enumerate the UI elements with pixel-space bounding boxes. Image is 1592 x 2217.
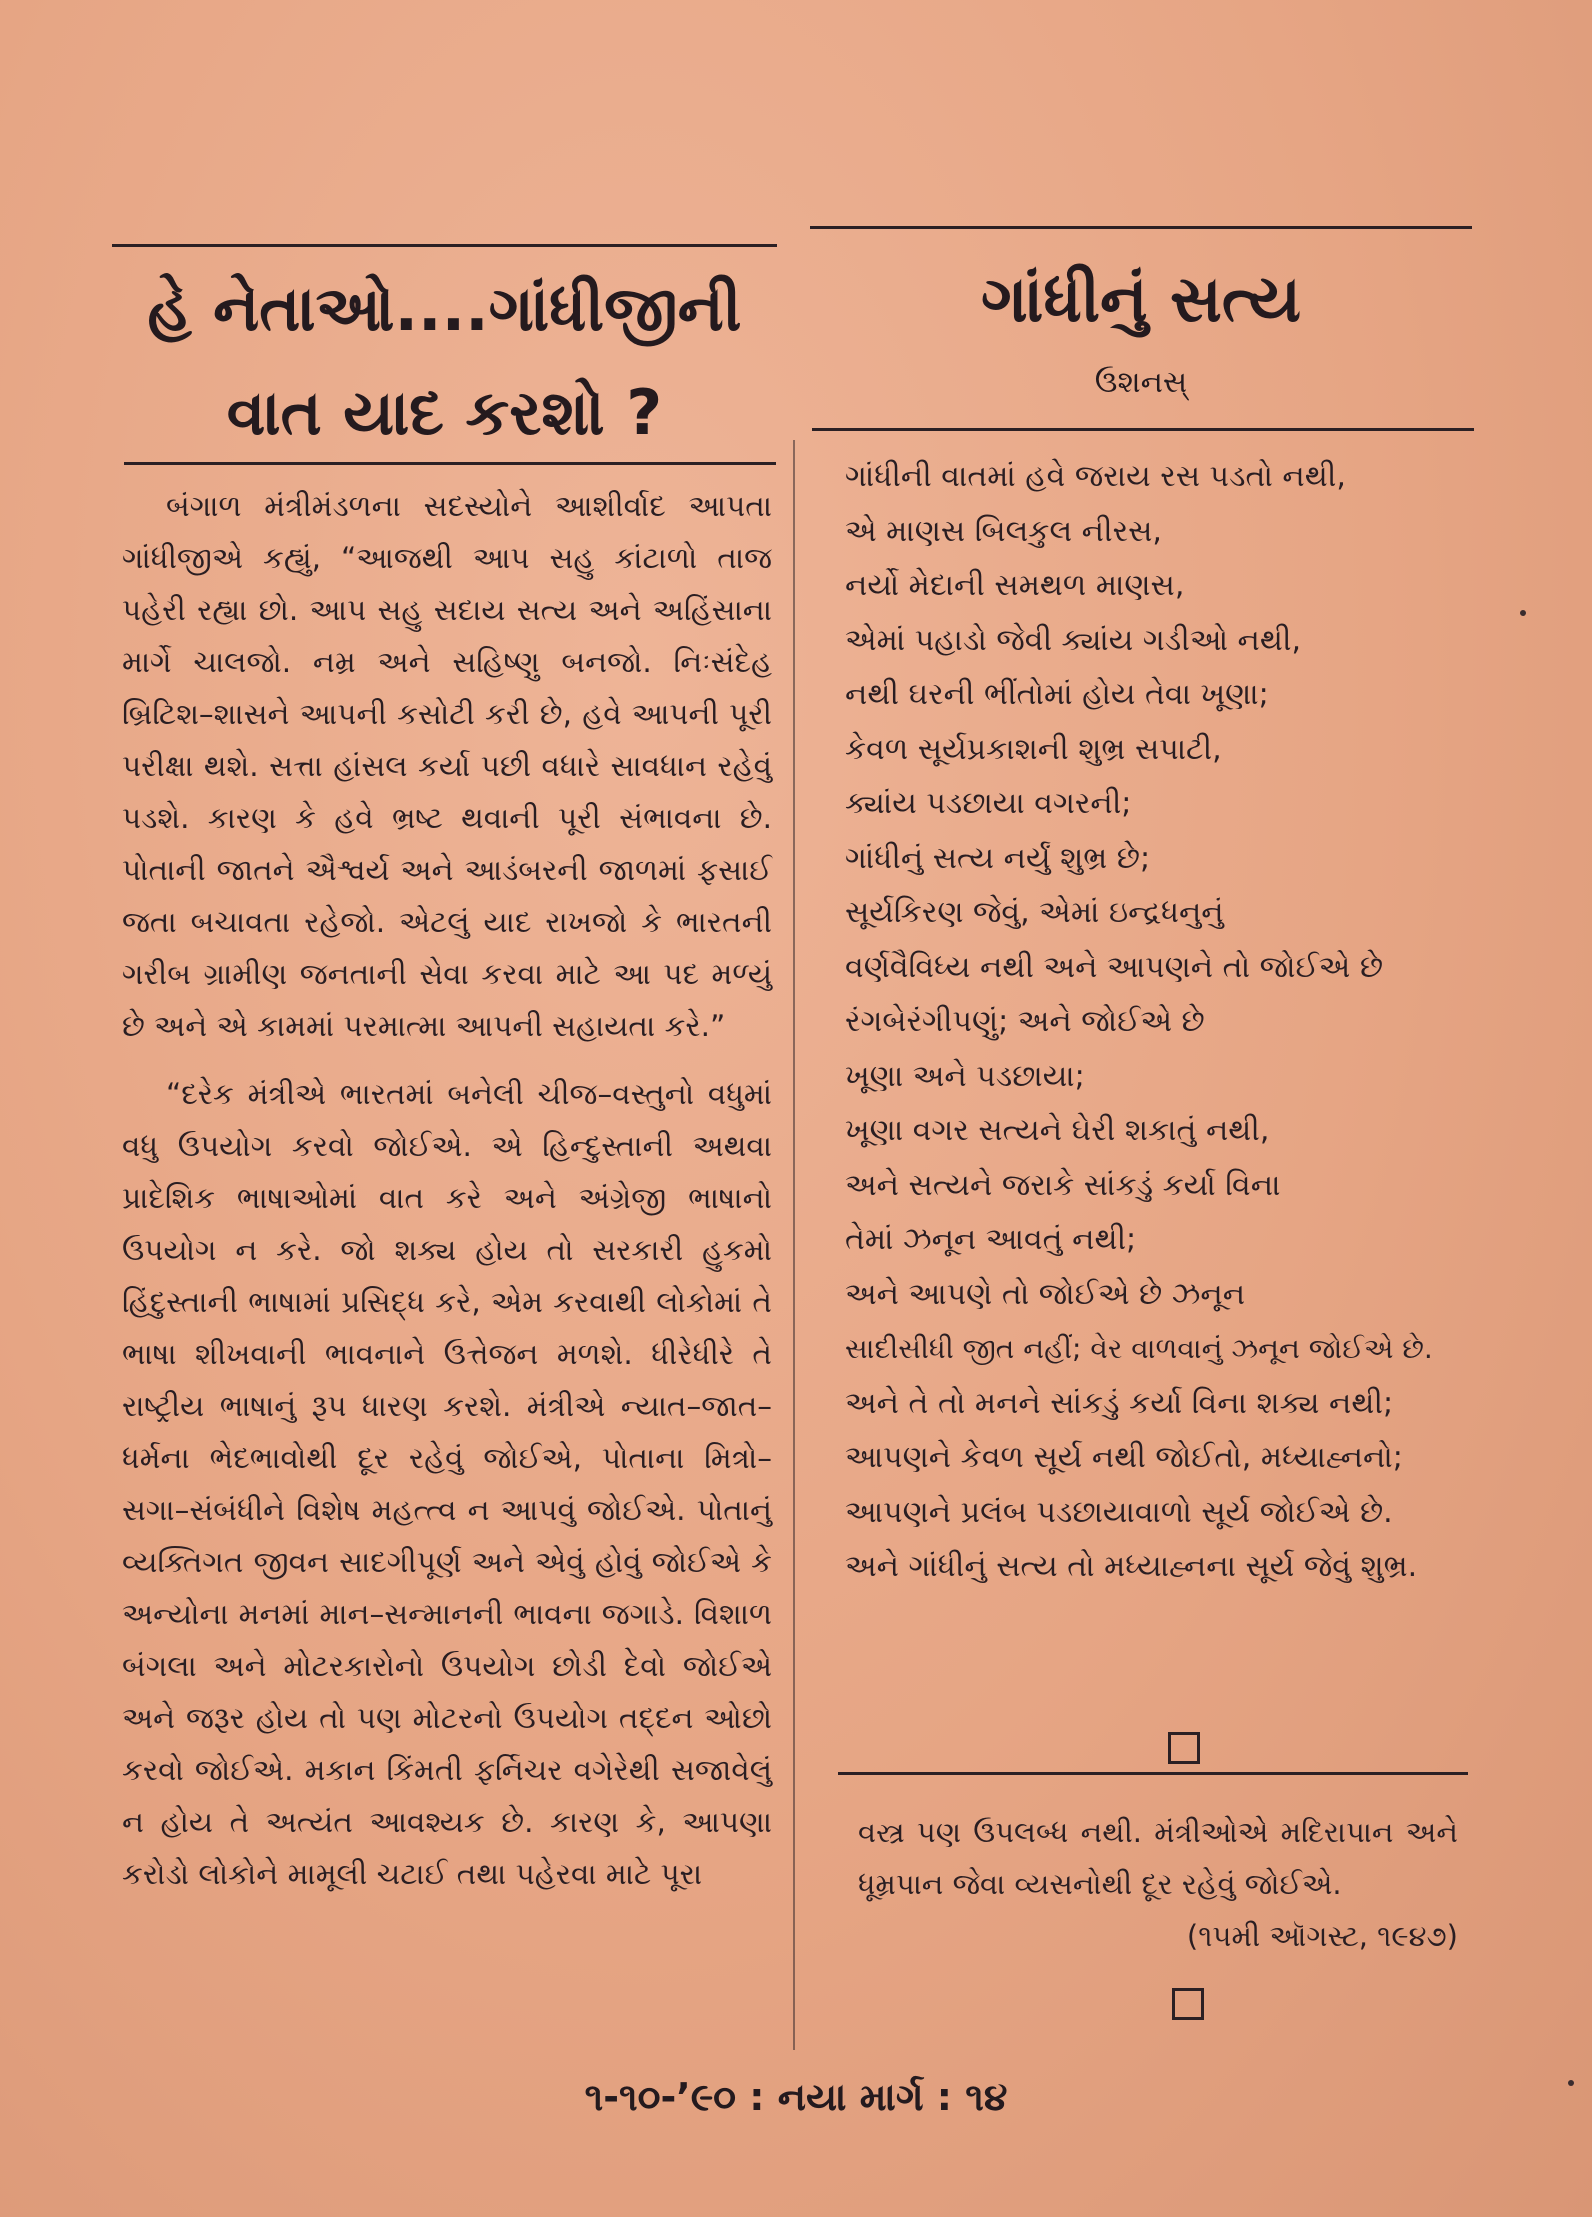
poem-line: ક્યાંય પડછાયા વગરની; [845, 786, 1132, 821]
right-title-rule [812, 428, 1474, 431]
left-article-title-line2: વાત યાદ કરશો ? [226, 376, 663, 449]
poem-line: સૂર્યકિરણ જેવું, એમાં ઇન્દ્રધનુનું [845, 895, 1224, 930]
poem-line: ગાંધીનું સત્ય નર્યું શુભ્ર છે; [845, 840, 1151, 876]
poem-line: ખૂણા અને પડછાયા; [845, 1058, 1085, 1094]
continuation-rule [838, 1772, 1468, 1775]
continuation-block [858, 1806, 1458, 1962]
left-top-rule [112, 244, 777, 247]
article-end-box [1172, 1988, 1204, 2020]
poem-line: અને સત્યને જરાકે સાંકડું કર્યા વિના [845, 1167, 1281, 1203]
publication-date: (૧૫મી ઑગસ્ટ, ૧૯૪૭) [1186, 1919, 1458, 1953]
right-top-rule [810, 226, 1472, 229]
poem-line: અને ગાંધીનું સત્ય તો મધ્યાહ્નના સૂર્ય જેવું શુભ્ર. [845, 1549, 1418, 1584]
left-article-title-line1: હે નેતાઓ....ગાંધીજીની [147, 272, 742, 345]
left-article-body [122, 480, 772, 1900]
paper-speck [1568, 2080, 1574, 2086]
poem-line: આપણને પ્રલંબ પડછાયાવાળો સૂર્ય જોઈએ છે. [845, 1494, 1393, 1530]
poem-line: ખૂણા વગર સત્યને ઘેરી શકાતું નથી, [845, 1113, 1270, 1148]
column-divider [793, 440, 795, 2050]
poem-line: એ માણસ બિલકુલ નીરસ, [845, 513, 1162, 549]
continuation-text: વસ્ત્ર પણ ઉપલબ્ધ નથી. મંત્રીઓએ મદિરાપાન અને ધૂમ્રપાન જેવા વ્યસનોથી દૂર રહેવું જોઈએ. [858, 1815, 1458, 1901]
left-paragraph-1: બંગાળ મંત્રીમંડળના સદસ્યોને આશીર્વાદ આપતા ગાંધીજીએ કહ્યું, “આજથી આપ સહુ કાંટાળો તાજ પહેરી રહ્યા છો. આપ સહુ સદાય સત્ય અને અહિંસાના માર્ગે ચાલજો. નમ્ર અને સહિષ્ણુ બનજો. નિઃસંદેહ બ્રિટિશ–શાસને આપની કસોટી કરી છે, હવે આપની પૂરી પરીક્ષા થશે. સત્તા હાંસલ કર્યા પછી વધારે સાવધાન રહેવું પડશે. કારણ કે હવે ભ્રષ્ટ થવાની પૂરી સંભાવના છે. પોતાની જાતને ઐશ્વર્ય અને આડંબરની જાળમાં ફસાઈ જતા બચાવતા રહેજો. એટલું યાદ રાખજો કે ભારતની ગરીબ ગ્રામીણ જનતાની સેવા કરવા માટે આ પદ મળ્યું છે અને એ કામમાં પરમાત્મા આપની સહાયતા કરે.” [122, 489, 772, 1043]
poem-author: ઉશનસ્ [1094, 365, 1188, 400]
page-footer: ૧-૧૦-’૯૦ : નયા માર્ગ : ૧૪ [584, 2075, 1008, 2119]
poem-end-box [1168, 1732, 1200, 1764]
poem-line: અને આપણે તો જોઈએ છે ઝનૂન [845, 1276, 1246, 1312]
poem-line: અને તે તો મનને સાંકડું કર્યા વિના શક્ય નથી; [845, 1385, 1394, 1421]
poem-line: ગાંધીની વાતમાં હવે જરાય રસ પડતો નથી, [845, 459, 1346, 494]
poem-line: નથી ઘરની ભીંતોમાં હોય તેવા ખૂણા; [845, 677, 1269, 712]
poem-title: ગાંધીનું સત્ય [980, 263, 1302, 337]
poem-line: રંગબેરંગીપણું; અને જોઈએ છે [845, 1004, 1205, 1039]
poem-line: આપણને કેવળ સૂર્ય નથી જોઈતો, મધ્યાહ્નનો; [845, 1440, 1403, 1475]
poem-line: નર્યો મેદાની સમથળ માણસ, [845, 568, 1185, 603]
poem-body [845, 450, 1465, 1595]
poem-line: એમાં પહાડો જેવી ક્યાંય ગડીઓ નથી, [845, 622, 1302, 658]
poem-line: વર્ણવૈવિધ્ય નથી અને આપણને તો જોઈએ છે [845, 949, 1384, 985]
left-title-rule [124, 462, 776, 465]
paper-speck [1520, 610, 1526, 616]
left-paragraph-2: “દરેક મંત્રીએ ભારતમાં બનેલી ચીજ–વસ્તુનો વધુમાં વધુ ઉપયોગ કરવો જોઈએ. એ હિન્દુસ્તાની અથવા પ્રાદેશિક ભાષાઓમાં વાત કરે અને અંગ્રેજી ભાષાનો ઉપયોગ ન કરે. જો શક્ય હોય તો સરકારી હુકમો હિંદુસ્તાની ભાષામાં પ્રસિદ્ધ કરે, એમ કરવાથી લોકોમાં તે ભાષા શીખવાની ભાવનાને ઉત્તેજન મળશે. ધીરેધીરે તે રાષ્ટ્રીય ભાષાનું રૂપ ધારણ કરશે. મંત્રીએ ન્યાત–જાત–ધર્મના ભેદભાવોથી દૂર રહેવું જોઈએ, પોતાના મિત્રો–સગા–સંબંધીને વિશેષ મહત્ત્વ ન આપવું જોઈએ. પોતાનું વ્યક્તિગત જીવન સાદગીપૂર્ણ અને એવું હોવું જોઈએ કે અન્યોના મનમાં માન–સન્માનની ભાવના જગાડે. વિશાળ બંગલા અને મોટરકારોનો ઉપયોગ છોડી દેવો જોઈએ અને જરૂર હોય તો પણ મોટરનો ઉપયોગ તદ્દન ઓછો કરવો જોઈએ. મકાન કિંમતી ફર્નિચર વગેરેથી સજાવેલું ન હોય તે અત્યંત આવશ્યક છે. કારણ કે, આપણા કરોડો લોકોને મામૂલી ચટાઈ તથા પહેરવા માટે પૂરા [122, 1077, 772, 1891]
poem-line: કેવળ સૂર્યપ્રકાશની શુભ્ર સપાટી, [845, 731, 1222, 767]
poem-line: તેમાં ઝનૂન આવતું નથી; [845, 1222, 1137, 1257]
poem-line: સાદીસીધી જીત નહીં; વેર વાળવાનું ઝનૂન જોઈએ છે. [845, 1332, 1433, 1365]
